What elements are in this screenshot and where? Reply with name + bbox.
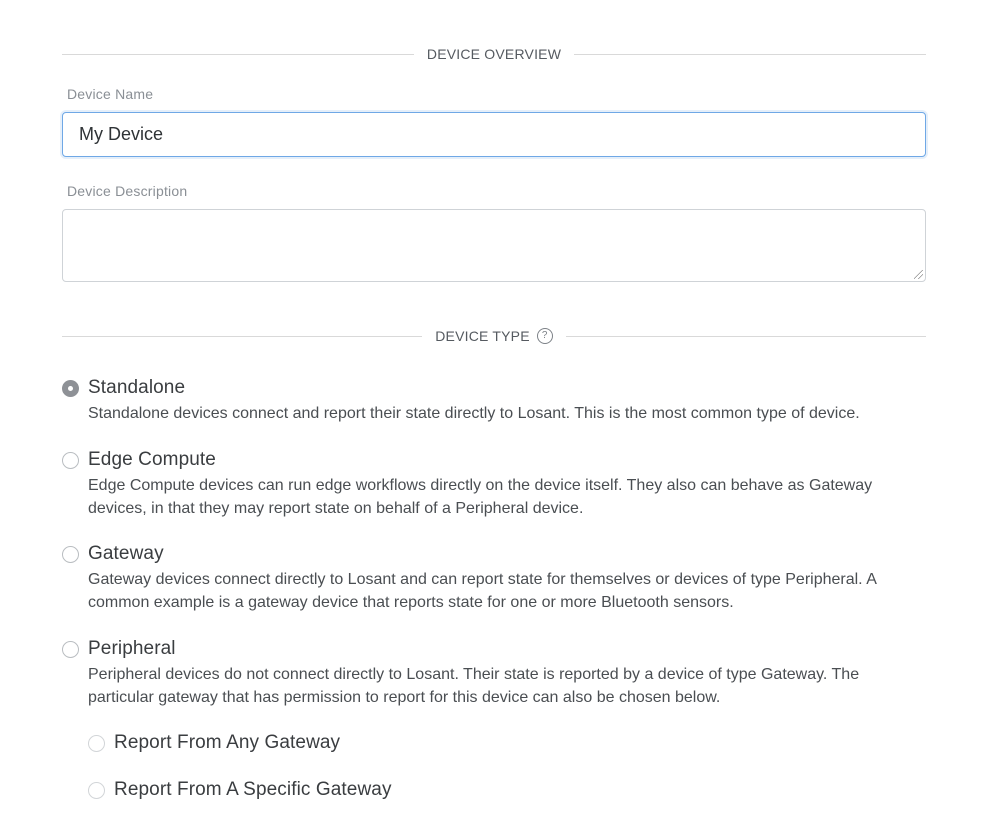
radio-edge-compute[interactable] (62, 452, 79, 469)
peripheral-option-specific-gateway[interactable] (88, 779, 926, 801)
section-title: DEVICE TYPE (435, 328, 530, 344)
divider (566, 336, 926, 337)
divider (574, 54, 926, 55)
section-title-wrapper (422, 328, 566, 344)
option-label[interactable]: Peripheral (88, 638, 176, 659)
option-description: Gateway devices connect directly to Losant and can report state for themselves or devices of type Peripheral. A common example is a gateway device that reports state for one or more Bluetooth sensors. (88, 571, 876, 611)
section-header-overview (62, 44, 926, 64)
device-name-label: Device Name (67, 86, 154, 102)
device-name-input[interactable] (62, 112, 926, 157)
divider (62, 54, 414, 55)
option-description: Peripheral devices do not connect directly to Losant. Their state is reported by a device of type Gateway. The particular gateway that has permission to report for this device can also be chosen below. (88, 666, 860, 706)
option-label[interactable]: Report From A Specific Gateway (114, 779, 392, 800)
device-type-option-gateway[interactable] (62, 543, 926, 614)
radio-peripheral[interactable] (62, 641, 79, 658)
section-title: DEVICE OVERVIEW (426, 46, 562, 62)
resize-handle-icon[interactable] (914, 270, 923, 279)
device-description-wrapper (62, 209, 926, 282)
radio-gateway[interactable] (62, 546, 79, 563)
option-label[interactable]: Standalone (88, 377, 186, 398)
device-type-option-standalone[interactable] (62, 377, 926, 425)
option-description: Edge Compute devices can run edge workflows directly on the device itself. They also can behave as Gateway devices, in that they may report state on behalf of a Peripheral device. (88, 477, 873, 517)
device-type-option-peripheral[interactable] (62, 638, 926, 709)
device-type-option-edge-compute[interactable] (62, 449, 926, 520)
divider (62, 336, 422, 337)
device-description-label: Device Description (67, 183, 188, 199)
option-label[interactable]: Gateway (88, 543, 164, 564)
option-label[interactable]: Report From Any Gateway (114, 732, 341, 753)
section-header-device-type (62, 326, 926, 346)
help-icon[interactable]: ? (537, 328, 553, 344)
option-label[interactable]: Edge Compute (88, 449, 216, 470)
radio-any-gateway[interactable] (88, 735, 105, 752)
option-description: Standalone devices connect and report their state directly to Losant. This is the most common type of device. (88, 405, 860, 422)
radio-specific-gateway[interactable] (88, 782, 105, 799)
radio-standalone[interactable] (62, 380, 79, 397)
peripheral-option-any-gateway[interactable] (88, 732, 926, 754)
device-description-textarea[interactable] (62, 209, 926, 282)
